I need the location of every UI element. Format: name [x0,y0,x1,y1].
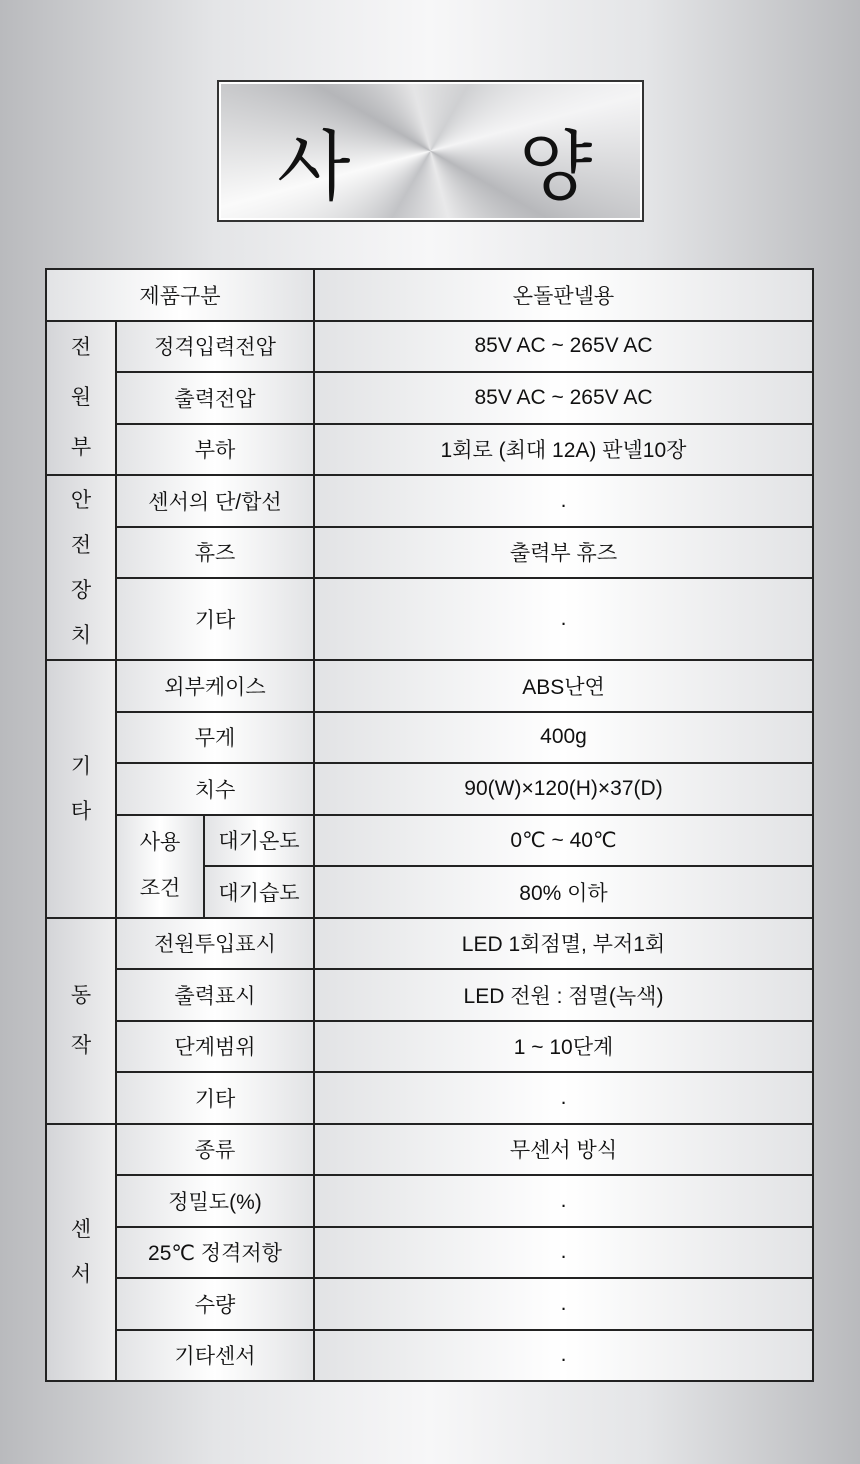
table-row [46,1278,813,1330]
row-label: 기타센서 [116,1330,314,1382]
table-row [46,1124,813,1176]
row-label: 치수 [116,763,314,815]
row-value: . [314,1072,813,1124]
spec-table [45,268,814,1382]
table-row [46,660,813,712]
table-row [46,969,813,1021]
row-value: 출력부 휴즈 [314,527,813,579]
row-value: . [314,578,813,660]
table-row [46,578,813,660]
row-label: 휴즈 [116,527,314,579]
row-value: 1 ~ 10단계 [314,1021,813,1073]
row-value: ABS난연 [314,660,813,712]
row-value: . [314,1330,813,1382]
row-value: . [314,1175,813,1227]
group-power [46,321,116,476]
table-row [46,475,813,527]
row-value: 85V AC ~ 265V AC [314,321,813,373]
row-label: 부하 [116,424,314,476]
row-value: 85V AC ~ 265V AC [314,372,813,424]
row-value: 1회로 (최대 12A) 판넬10장 [314,424,813,476]
row-label: 출력전압 [116,372,314,424]
table-row [46,712,813,764]
conditions-label-top: 사용 [139,831,181,854]
row-value: 90(W)×120(H)×37(D) [314,763,813,815]
row-label: 25℃ 정격저항 [116,1227,314,1279]
row-label: 종류 [116,1124,314,1176]
row-value: . [314,1278,813,1330]
row-label: 외부케이스 [116,660,314,712]
row-label: 기타 [116,578,314,660]
title-char-right: 양 [519,122,593,211]
row-label: 대기온도 [204,815,314,867]
row-label: 출력표시 [116,969,314,1021]
row-label: 정밀도(%) [116,1175,314,1227]
table-row [46,527,813,579]
table-row [46,321,813,373]
row-value: . [314,475,813,527]
row-value: 0℃ ~ 40℃ [314,815,813,867]
table-row [46,763,813,815]
row-label: 전원투입표시 [116,918,314,970]
row-value: 400g [314,712,813,764]
row-value: . [314,1227,813,1279]
table-row [46,1021,813,1073]
row-value: 80% 이하 [314,866,813,918]
group-misc [46,660,116,918]
table-row [46,424,813,476]
group-sensor [46,1124,116,1382]
row-label: 무게 [116,712,314,764]
table-row [46,1330,813,1382]
row-label: 대기습도 [204,866,314,918]
group-label: 센서 [70,1218,92,1287]
row-label: 수량 [116,1278,314,1330]
row-label: 기타 [116,1072,314,1124]
header-value: 온돌판넬용 [314,269,813,321]
group-label: 기타 [70,754,92,823]
title-char-left: 사 [277,122,351,211]
row-label: 단계범위 [116,1021,314,1073]
table-row [46,918,813,970]
table-row [46,1175,813,1227]
group-label: 안전장치 [70,488,92,647]
table-row-header [46,269,813,321]
group-safety [46,475,116,660]
group-label: 전원부 [70,335,92,459]
table-row [46,1227,813,1279]
conditions-label [116,815,204,918]
conditions-label-bottom: 조건 [139,877,181,900]
header-label: 제품구분 [46,269,314,321]
table-row [46,1072,813,1124]
group-label: 동작 [70,983,92,1057]
title-banner [217,80,644,222]
table-row [46,372,813,424]
group-operation [46,918,116,1124]
row-label: 정격입력전압 [116,321,314,373]
row-label: 센서의 단/합선 [116,475,314,527]
row-value: LED 1회점멸, 부저1회 [314,918,813,970]
row-value: 무센서 방식 [314,1124,813,1176]
table-row [46,815,813,867]
row-value: LED 전원 : 점멸(녹색) [314,969,813,1021]
